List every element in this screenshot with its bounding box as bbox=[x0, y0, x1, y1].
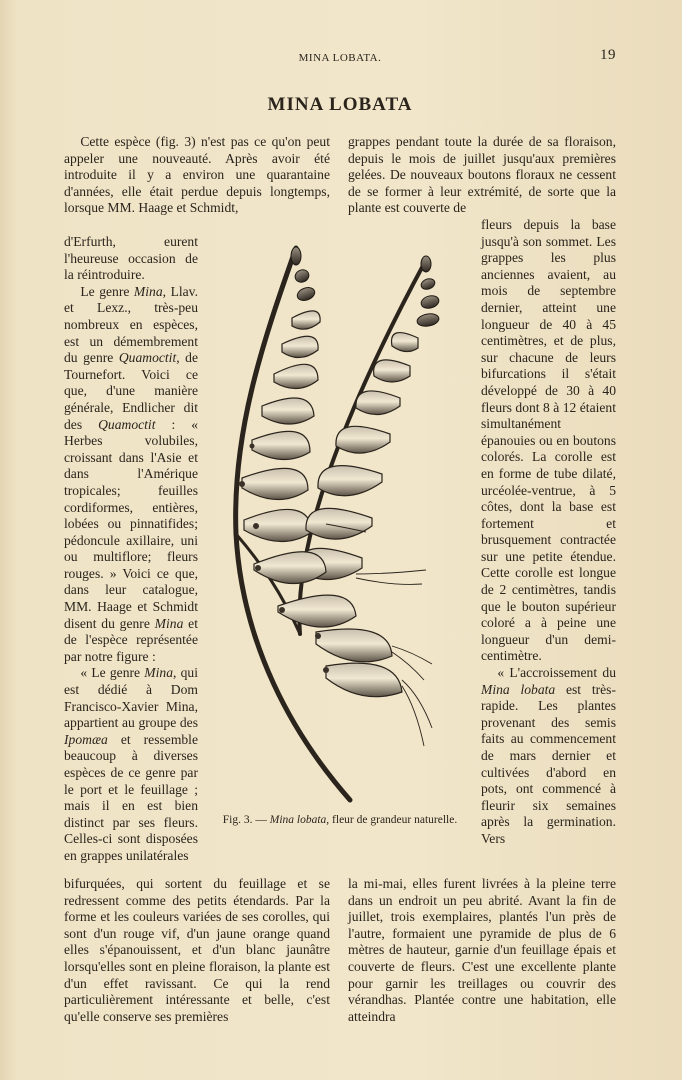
mina-lobata-engraving bbox=[222, 234, 458, 810]
article-title: MINA LOBATA bbox=[267, 94, 413, 115]
left-intro-full bbox=[64, 134, 330, 217]
right-narrow-paragraph: fleurs depuis la base jusqu'à son sommet. Les grappes les plus anciennes avaient, au mois de septembre dernier, atteint une longueur de 40 à 45 centimètres, et de plus, sur chacune de leurs bifurcations il s'était développé de 30 à 40 fleurs dont 8 à 12 étaient simultanément épanouies ou en boutons colorés. La corolle est en forme de tube dilaté, urcéolée-ventrue, à 5 côtes, dont la base est fortement et brusquement contractée sur une petite étendue. Cette corolle est longue de 2 centimètres, tandis que le bouton supérieur coloré a à peine une longueur d'un demi-centimètre. bbox=[481, 217, 616, 664]
intro-paragraph: Cette espèce (fig. 3) n'est pas ce qu'on peut appeler une nouveauté. Après avoir été introduite il y a environ une quarantaine d'années, elle était perdue depuis longtemps, lorsque MM. Haage et Schmidt, bbox=[64, 134, 330, 216]
right-bottom-full bbox=[348, 876, 616, 1025]
running-title: MINA LOBATA. bbox=[298, 52, 382, 64]
botanical-illustration bbox=[222, 234, 458, 810]
left-bottom-full bbox=[64, 876, 330, 1025]
growth-paragraph: « L'accroissement du Mina lobata est très-rapide. Les plantes provenant des semis faits au commencement de mars dernier et cultivées d'abord en pots, ont commencé à fleurir six semaines après la germination. Vers bbox=[481, 665, 616, 846]
right-top-paragraph: grappes pendant toute la durée de sa floraison, depuis le mois de juillet jusqu'aux premières gelées. De nouveaux boutons floraux ne cessent de se former à leur extrémité, de sorte que la plante est couverte de bbox=[348, 134, 616, 216]
right-bottom-paragraph: la mi-mai, elles furent livrées à la pleine terre dans un endroit un peu abrité. Avant la fin de juillet, trois exemplaires, plantés l'un près de l'autre, formaient une pyramide de plus de 6 mètres de hauteur, garnie d'un feuillage épais et couverte de fleurs. C'est une excellente plante pour garnir les treillages ou couvrir des vérandhas. Plantée contre une habitation, elle atteindra bbox=[348, 876, 616, 1024]
intro-continuation: d'Erfurth, eurent l'heureuse occasion de la réintroduire. bbox=[64, 234, 198, 283]
genus-paragraph: Le genre Mina, Llav. et Lexz., très-peu nombreux en espèces, est un démembrement du genre Quamoctit, de Tournefort. Voici ce que, d'une manière générale, Endlicher dit des Quamoctit : « Herbes volubiles, croissant dans l'Asie et dans l'Amérique tropicales; feuilles cordiformes, entières, lobées ou pinnatifides; pédoncule axillaire, uni ou multiflore; fleurs rouges. » Voici ce que, dans leur catalogue, MM. Haage et Schmidt disent du genre Mina et de l'espèce représentée par notre figure : bbox=[64, 283, 198, 664]
left-narrow-column bbox=[64, 234, 198, 865]
right-top-full bbox=[348, 134, 616, 217]
page-number: 19 bbox=[600, 47, 616, 63]
left-bottom-paragraph: bifurquées, qui sortent du feuillage et se redressent comme des petits étendards. Par la forme et les couleurs variées de ses corolles, qui sont d'un rouge vif, d'un jaune orange quand elles s'épanouissent, et d'un blanc jaunâtre lorsqu'elles sont en pleine floraison, la plante est d'un effet ravissant. Ce qui la rend particulièrement intéressante et belle, c'est qu'elle conserve ses premières bbox=[64, 876, 330, 1024]
running-header bbox=[60, 47, 620, 67]
quote-paragraph: « Le genre Mina, qui est dédié à Dom Francisco-Xavier Mina, appartient au groupe des Ipomæa et ressemble beaucoup à diverses espèces de ce genre par le port et le feuillage ; mais il en est bien distinct par ses fleurs. Celles-ci sont disposées en grappes unilatérales bbox=[64, 665, 198, 863]
right-narrow-column bbox=[481, 217, 616, 848]
figure-caption: Fig. 3. — Mina lobata, fleur de grandeur naturelle. bbox=[222, 814, 458, 826]
